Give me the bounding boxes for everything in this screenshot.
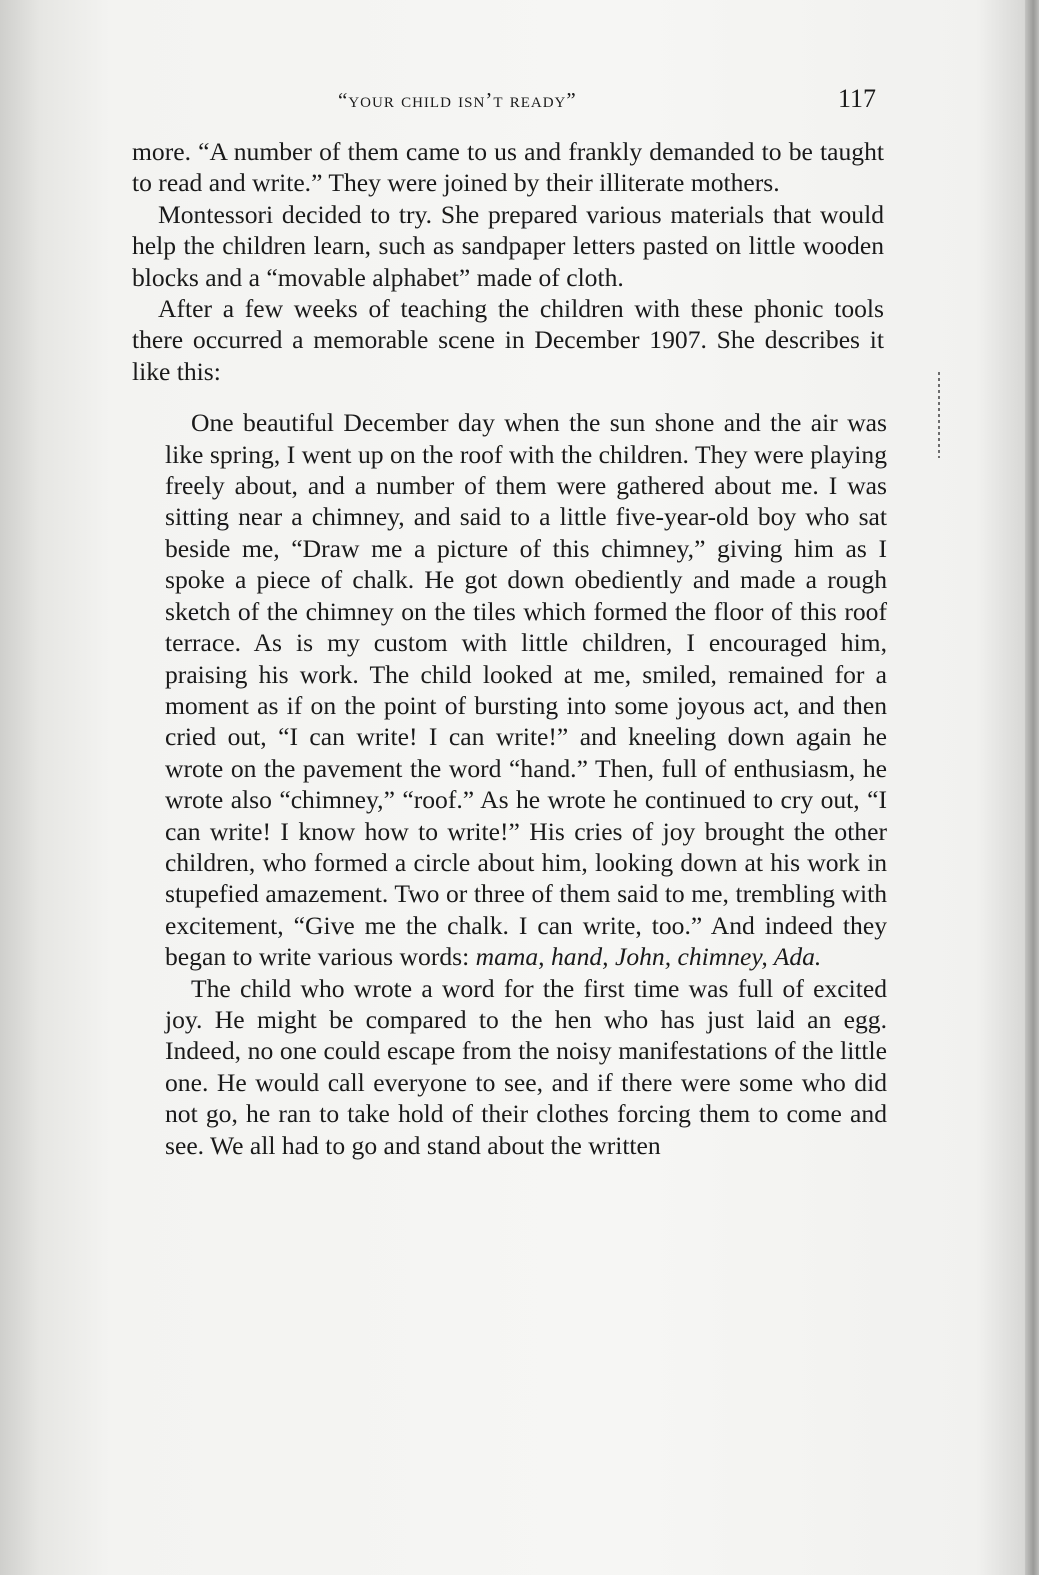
page-header [0,84,1039,120]
block-gap [132,387,884,407]
margin-pencil-mark [938,372,940,458]
quote-paragraph-1 [165,407,887,972]
paragraph-1: more. “A number of them came to us and frankly demanded to be taught to read and write.” They were joined by their illiterate mothers. [132,137,884,198]
quote-paragraph-1-text: One beautiful December day when the sun shone and the air was like spring, I went up on the roof with the children. They were playing freely about, and a number of them were gathered about me. I was sitting near a chimney, and said to a little five-year-old boy who sat beside me, “Draw me a picture of this chimney,” giving him as I spoke a piece of chalk. He got down obediently and made a rough sketch of the chimney on the tiles which formed the floor of this roof terrace. As is my custom with little children, I encouraged him, praising his work. The child looked at me, smiled, remained for a moment as if on the point of bursting into some joyous act, and then cried out, “I can write! I can write!” and kneeling down again he wrote on the pavement the word “hand.” Then, full of enthusiasm, he wrote also “chimney,” “roof.” As he wrote he continued to cry out, “I can write! I know how to write!” His cries of joy brought the other children, who formed a circle about him, looking down at his work in stupefied amazement. Two or three of them said to me, trembling with excitement, “Give me the chalk. I can write, too.” And indeed they began to write various words: [165,408,887,972]
paragraph-2: Montessori decided to try. She prepared various materials that would help the children learn, such as sandpaper letters pasted on little wooden blocks and a “movable alphabet” made of cloth. [132,199,884,292]
block-quote [165,407,887,1161]
paragraph-3: After a few weeks of teaching the children with these phonic tools there occurred a memorable scene in December 1907. She describes it like this: [132,294,884,386]
quote-italic-words: mama, hand, John, chimney, Ada. [475,942,822,972]
page-number: 117 [838,84,877,113]
page-edge [1025,0,1039,1575]
running-title: “your child isn’t ready” [338,88,577,112]
quote-paragraph-2: The child who wrote a word for the first time was full of excited joy. He might be compared to the hen who has just laid an egg. Indeed, no one could escape from the noisy manifestations of the little one. He would call everyone to see, and if there were some who did not go, he ran to take hold of their clothes forcing them to come and see. We all had to go and stand about the written [165,973,887,1160]
body-text [132,136,887,1161]
